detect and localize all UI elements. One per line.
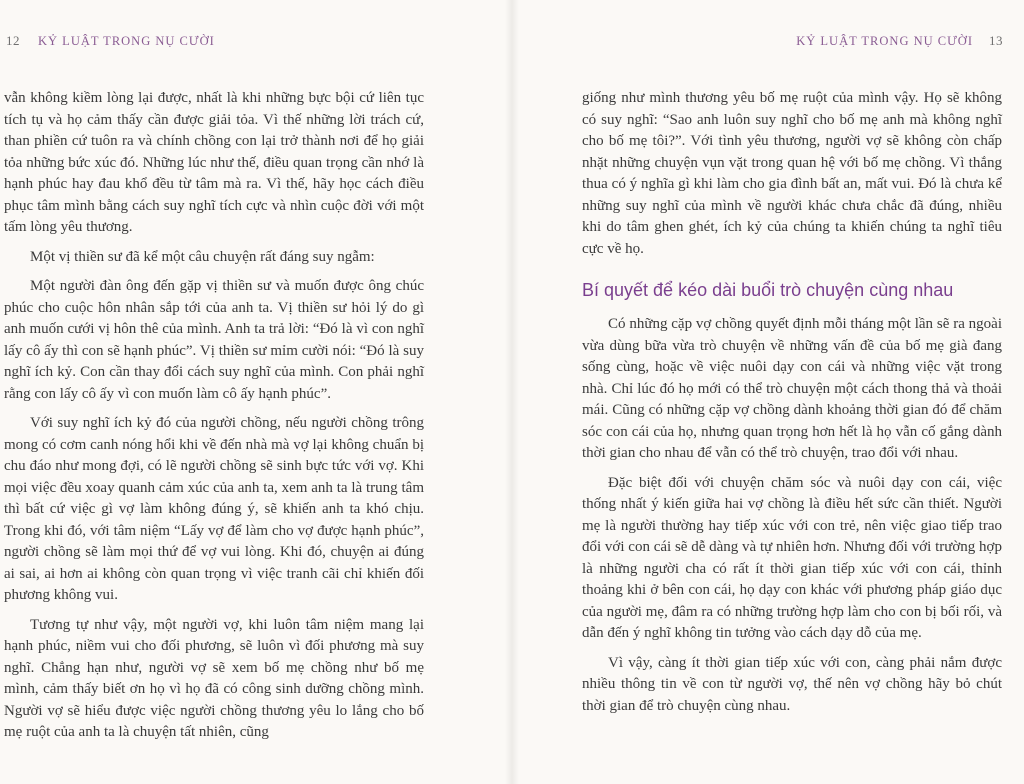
paragraph: Một người đàn ông đến gặp vị thiền sư và muốn được ông chúc phúc cho cuộc hôn nhân sắp tới của anh ta. Vị thiền sư hỏi lý do gì anh muốn cưới vị hôn thê của mình. Anh ta trả lời: “Đó là vì con nghĩ lấy cô ấy thì con sẽ hạnh phúc”. Vị thiền sư mỉm cười nói: “Đó là suy nghĩ ích kỷ. Con cần thay đổi cách suy nghĩ của mình. Con phải nghĩ rằng con lấy cô ấy vì con muốn làm cô ấy hạnh phúc”.: [4, 278, 424, 402]
paragraph: Tương tự như vậy, một người vợ, khi luôn tâm niệm mang lại hạnh phúc, niềm vui cho đối phương, sẽ luôn vì đối phương mà suy nghĩ. Chẳng hạn như, người vợ sẽ xem bố mẹ chồng như bố mẹ mình, cảm thấy biết ơn họ vì họ đã có công sinh dưỡng chồng mình. Người vợ sẽ hiểu được việc người chồng thương yêu lo lắng cho bố mẹ ruột của anh ta là chuyện tất nhiên, cũng: [4, 616, 424, 740]
right-page: [512, 0, 1024, 784]
right-running-header: [796, 33, 1003, 49]
paragraph: Có những cặp vợ chồng quyết định mỗi tháng một lần sẽ ra ngoài vừa dùng bữa vừa trò chuyện về những vấn đề của bố mẹ già đang sống cùng, hoặc về việc nuôi dạy con cái và những việc vặt trong nhà. Chỉ lúc đó họ mới có thể trò chuyện một cách thong thả và thoải mái. Cũng có những cặp vợ chồng dành khoảng thời gian đó để chăm sóc con cái của họ, nhưng quan trọng hơn hết là họ vẫn cố gắng dành thời gian cho nhau để vẫn có thể trò chuyện, trao đổi với nhau.: [582, 316, 1002, 461]
page-number: 13: [989, 33, 1003, 48]
page-number: 12: [6, 33, 20, 48]
right-text-column: [582, 88, 1002, 725]
paragraph: Một vị thiền sư đã kể một câu chuyện rất đáng suy ngẫm:: [30, 248, 375, 265]
section-heading: Bí quyết để kéo dài buổi trò chuyện cùng nhau: [582, 280, 954, 300]
paragraph: Với suy nghĩ ích kỷ đó của người chồng, nếu người chồng trông mong có cơm canh nóng hổi khi về đến nhà mà vợ lại không chuẩn bị chu đáo như mong đợi, có lẽ người chồng sẽ sinh bực tức với vợ. Khi mọi việc đều xoay quanh cảm xúc của anh ta, xem anh ta là trung tâm thì bất cứ việc gì vợ làm không đúng ý, sẽ khiến anh ta khó chịu. Trong khi đó, với tâm niệm “Lấy vợ để làm cho vợ được hạnh phúc”, người chồng sẽ làm mọi thứ để vợ vui lòng. Khi đó, chuyện ai đúng ai sai, ai hơn ai không còn quan trọng vì việc tranh cãi chỉ khiến đối phương không vui.: [4, 415, 424, 603]
paragraph: Vì vậy, càng ít thời gian tiếp xúc với con, càng phải nắm được nhiều thông tin về con từ người vợ, thế nên vợ chồng hãy bỏ chút thời gian để trò chuyện cùng nhau.: [582, 654, 1002, 714]
paragraph: Đặc biệt đối với chuyện chăm sóc và nuôi dạy con cái, việc thống nhất ý kiến giữa hai vợ chồng là điều hết sức cần thiết. Người mẹ là người thường hay tiếp xúc với con trẻ, nên việc giao tiếp trao đổi với con cái sẽ dễ dàng và tự nhiên hơn. Nhưng đối với trường hợp là những người cha có rất ít thời gian tiếp xúc với con cái, thỉnh thoảng khi ở bên con cái, họ dạy con khác với phương pháp giáo dục của người mẹ, đâm ra có những trường hợp làm cho con bị bối rối, và dẫn đến ý nghĩ không tin tưởng vào cách dạy dỗ của mẹ.: [582, 474, 1002, 641]
running-title: KỶ LUẬT TRONG NỤ CƯỜI: [796, 34, 973, 48]
running-title: KỶ LUẬT TRONG NỤ CƯỜI: [38, 34, 215, 48]
left-text-column: [4, 88, 424, 752]
left-running-header: [6, 33, 215, 49]
paragraph: vẫn không kiềm lòng lại được, nhất là khi những bực bội cứ liên tục tích tụ và họ cảm thấy cần được giải tỏa. Vì thế những lời trách cứ, than phiền cứ tuôn ra và chính chồng con lại trở thành nơi để họ giải tỏa những bức xúc đó. Những lúc như thế, điều quan trọng cần nhớ là hạnh phúc hay đau khổ đều từ tâm mà ra. Vì thế, hãy học cách điều phục tâm mình bằng cách suy nghĩ tích cực và nhìn cuộc đời với một tấm lòng yêu thương.: [4, 90, 424, 235]
paragraph: giống như mình thương yêu bố mẹ ruột của mình vậy. Họ sẽ không có suy nghĩ: “Sao anh luôn suy nghĩ cho bố mẹ anh mà không nghĩ cho bố mẹ tôi?”. Với tình yêu thương, người vợ sẽ không còn chấp nhặt những chuyện vụn vặt trong quan hệ với bố mẹ chồng. Vì thắng thua có ý nghĩa gì khi làm cho gia đình bất an, mất vui. Đó là chưa kể những suy nghĩ của mình về người khác chưa chắc đã đúng, nhiều khi do tâm ghen ghét, ích kỷ của chúng ta khiến chúng ta nghĩ tiêu cực về họ.: [582, 90, 1002, 257]
